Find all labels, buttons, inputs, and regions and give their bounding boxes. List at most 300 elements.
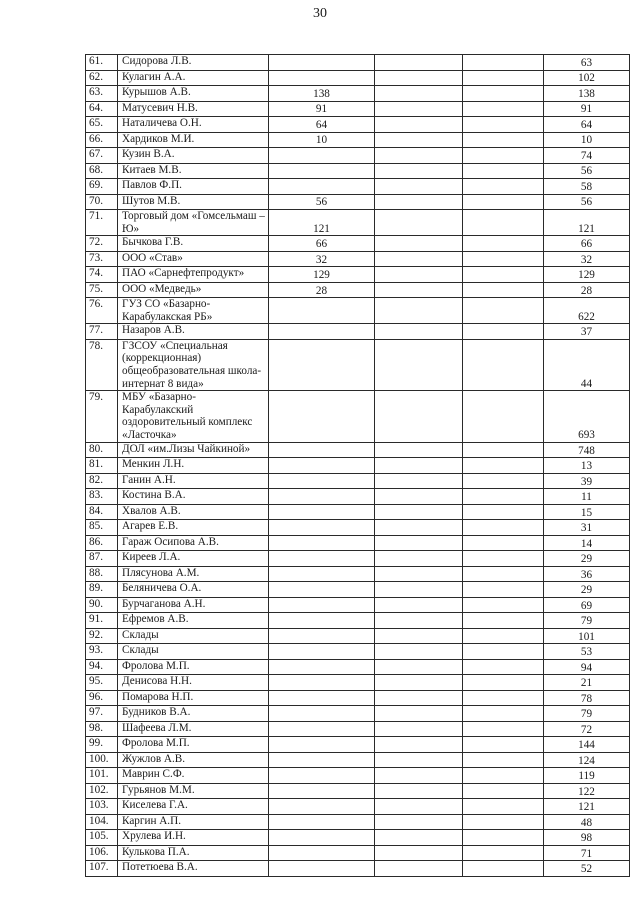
table-row (86, 783, 630, 799)
organization-name-cell: Будников В.А. (118, 706, 269, 722)
row-number-cell: 94. (86, 659, 118, 675)
row-number-cell: 96. (86, 690, 118, 706)
organization-name-cell: Маврин С.Ф. (118, 768, 269, 784)
total-cell: 53 (544, 644, 630, 660)
total-cell: 121 (544, 799, 630, 815)
value-cell: 64 (269, 117, 375, 133)
organization-name-cell: Беляничева О.А. (118, 582, 269, 598)
empty-cell (375, 659, 463, 675)
value-cell (269, 391, 375, 442)
organization-name-cell: Ефремов А.В. (118, 613, 269, 629)
empty-cell (375, 236, 463, 252)
value-cell (269, 473, 375, 489)
table-row (86, 339, 630, 390)
row-number-cell: 87. (86, 551, 118, 567)
table-row (86, 768, 630, 784)
total-cell: 58 (544, 179, 630, 195)
row-number-cell: 70. (86, 194, 118, 210)
organization-name-cell: Гараж Осипова А.В. (118, 535, 269, 551)
empty-cell (463, 324, 544, 340)
row-number-cell: 89. (86, 582, 118, 598)
organization-name-cell: Помарова Н.П. (118, 690, 269, 706)
value-cell (269, 597, 375, 613)
total-cell: 32 (544, 251, 630, 267)
value-cell (269, 535, 375, 551)
organization-name-cell: Назаров А.В. (118, 324, 269, 340)
empty-cell (463, 132, 544, 148)
total-cell: 14 (544, 535, 630, 551)
organization-name-cell: Фролова М.П. (118, 737, 269, 753)
empty-cell (375, 163, 463, 179)
total-cell: 124 (544, 752, 630, 768)
empty-cell (375, 690, 463, 706)
total-cell: 29 (544, 551, 630, 567)
organization-name-cell: Наталичева О.Н. (118, 117, 269, 133)
organization-name-cell: Каргин А.П. (118, 814, 269, 830)
empty-cell (463, 339, 544, 390)
organization-name-cell: Агарев Е.В. (118, 520, 269, 536)
value-cell: 10 (269, 132, 375, 148)
empty-cell (463, 613, 544, 629)
organization-name-cell: Матусевич Н.В. (118, 101, 269, 117)
empty-cell (375, 339, 463, 390)
value-cell (269, 520, 375, 536)
row-number-cell: 97. (86, 706, 118, 722)
organization-name-cell: ГУЗ СО «Базарно-Карабулакская РБ» (118, 298, 269, 324)
table-row (86, 117, 630, 133)
value-cell (269, 752, 375, 768)
organization-name-cell: Курышов А.В. (118, 86, 269, 102)
value-cell (269, 830, 375, 846)
total-cell: 693 (544, 391, 630, 442)
table-row (86, 504, 630, 520)
table-row (86, 132, 630, 148)
empty-cell (375, 324, 463, 340)
value-cell (269, 768, 375, 784)
table-row (86, 814, 630, 830)
row-number-cell: 63. (86, 86, 118, 102)
value-cell (269, 148, 375, 164)
row-number-cell: 99. (86, 737, 118, 753)
empty-cell (375, 721, 463, 737)
empty-cell (375, 799, 463, 815)
total-cell: 78 (544, 690, 630, 706)
empty-cell (463, 504, 544, 520)
organization-name-cell: Шафеева Л.М. (118, 721, 269, 737)
organization-name-cell: Фролова М.П. (118, 659, 269, 675)
value-cell (269, 659, 375, 675)
empty-cell (375, 70, 463, 86)
total-cell: 11 (544, 489, 630, 505)
total-cell: 129 (544, 267, 630, 283)
empty-cell (463, 737, 544, 753)
empty-cell (375, 520, 463, 536)
organization-name-cell: Костина В.А. (118, 489, 269, 505)
empty-cell (463, 473, 544, 489)
total-cell: 37 (544, 324, 630, 340)
total-cell: 56 (544, 194, 630, 210)
total-cell: 122 (544, 783, 630, 799)
total-cell: 44 (544, 339, 630, 390)
table-row (86, 628, 630, 644)
total-cell: 21 (544, 675, 630, 691)
row-number-cell: 71. (86, 210, 118, 236)
total-cell: 13 (544, 458, 630, 474)
organization-name-cell: МБУ «Базарно-Карабулакский оздоровительный комплекс «Ласточка» (118, 391, 269, 442)
empty-cell (463, 535, 544, 551)
total-cell: 622 (544, 298, 630, 324)
organization-name-cell: Шутов М.В. (118, 194, 269, 210)
empty-cell (375, 597, 463, 613)
total-cell: 69 (544, 597, 630, 613)
total-cell: 79 (544, 706, 630, 722)
value-cell (269, 721, 375, 737)
empty-cell (463, 706, 544, 722)
empty-cell (375, 489, 463, 505)
row-number-cell: 79. (86, 391, 118, 442)
value-cell: 28 (269, 282, 375, 298)
table-row (86, 179, 630, 195)
row-number-cell: 90. (86, 597, 118, 613)
row-number-cell: 102. (86, 783, 118, 799)
table-row (86, 752, 630, 768)
table-row (86, 845, 630, 861)
empty-cell (375, 535, 463, 551)
value-cell (269, 339, 375, 390)
table-row (86, 473, 630, 489)
organization-name-cell: Жужлов А.В. (118, 752, 269, 768)
organization-name-cell: ООО «Став» (118, 251, 269, 267)
empty-cell (463, 566, 544, 582)
empty-cell (463, 194, 544, 210)
organization-name-cell: Бурчаганова А.Н. (118, 597, 269, 613)
value-cell (269, 737, 375, 753)
row-number-cell: 67. (86, 148, 118, 164)
total-cell: 48 (544, 814, 630, 830)
data-table-container (85, 54, 629, 877)
organization-name-cell: ГЗСОУ «Специальная (коррекционная) общеобразовательная школа-интернат 8 вида» (118, 339, 269, 390)
table-row (86, 489, 630, 505)
empty-cell (375, 566, 463, 582)
row-number-cell: 73. (86, 251, 118, 267)
row-number-cell: 77. (86, 324, 118, 340)
row-number-cell: 80. (86, 442, 118, 458)
organization-name-cell: Ганин А.Н. (118, 473, 269, 489)
total-cell: 119 (544, 768, 630, 784)
empty-cell (463, 70, 544, 86)
empty-cell (463, 675, 544, 691)
organization-name-cell: Склады (118, 628, 269, 644)
row-number-cell: 65. (86, 117, 118, 133)
table-row (86, 55, 630, 71)
organization-name-cell: Гурьянов М.М. (118, 783, 269, 799)
table-row (86, 458, 630, 474)
table-row (86, 391, 630, 442)
row-number-cell: 72. (86, 236, 118, 252)
empty-cell (375, 504, 463, 520)
empty-cell (463, 282, 544, 298)
value-cell (269, 504, 375, 520)
empty-cell (375, 737, 463, 753)
row-number-cell: 101. (86, 768, 118, 784)
row-number-cell: 92. (86, 628, 118, 644)
organization-name-cell: Павлов Ф.П. (118, 179, 269, 195)
empty-cell (375, 282, 463, 298)
value-cell (269, 566, 375, 582)
organization-name-cell: Киреев Л.А. (118, 551, 269, 567)
table-row (86, 86, 630, 102)
empty-cell (375, 86, 463, 102)
empty-cell (463, 391, 544, 442)
row-number-cell: 103. (86, 799, 118, 815)
data-table (85, 54, 630, 877)
row-number-cell: 78. (86, 339, 118, 390)
total-cell: 79 (544, 613, 630, 629)
empty-cell (463, 520, 544, 536)
empty-cell (463, 251, 544, 267)
total-cell: 39 (544, 473, 630, 489)
empty-cell (375, 814, 463, 830)
empty-cell (375, 132, 463, 148)
empty-cell (463, 861, 544, 877)
table-row (86, 324, 630, 340)
table-row (86, 597, 630, 613)
table-row (86, 582, 630, 598)
empty-cell (463, 814, 544, 830)
table-row (86, 282, 630, 298)
empty-cell (375, 117, 463, 133)
total-cell: 31 (544, 520, 630, 536)
organization-name-cell: Денисова Н.Н. (118, 675, 269, 691)
total-cell: 101 (544, 628, 630, 644)
table-row (86, 298, 630, 324)
organization-name-cell: Потетюева В.А. (118, 861, 269, 877)
empty-cell (375, 391, 463, 442)
organization-name-cell: Склады (118, 644, 269, 660)
row-number-cell: 85. (86, 520, 118, 536)
organization-name-cell: Бычкова Г.В. (118, 236, 269, 252)
value-cell (269, 675, 375, 691)
organization-name-cell: Хрулева И.Н. (118, 830, 269, 846)
organization-name-cell: Хвалов А.В. (118, 504, 269, 520)
table-row (86, 442, 630, 458)
organization-name-cell: ПАО «Сарнефтепродукт» (118, 267, 269, 283)
row-number-cell: 105. (86, 830, 118, 846)
empty-cell (463, 752, 544, 768)
empty-cell (375, 458, 463, 474)
organization-name-cell: Хардиков М.И. (118, 132, 269, 148)
value-cell (269, 706, 375, 722)
empty-cell (463, 86, 544, 102)
empty-cell (375, 442, 463, 458)
total-cell: 52 (544, 861, 630, 877)
value-cell (269, 814, 375, 830)
empty-cell (375, 148, 463, 164)
organization-name-cell: Кузин В.А. (118, 148, 269, 164)
empty-cell (463, 768, 544, 784)
row-number-cell: 88. (86, 566, 118, 582)
value-cell: 91 (269, 101, 375, 117)
value-cell (269, 55, 375, 71)
row-number-cell: 66. (86, 132, 118, 148)
table-row (86, 148, 630, 164)
value-cell (269, 690, 375, 706)
empty-cell (375, 675, 463, 691)
table-row (86, 267, 630, 283)
organization-name-cell: Менкин Л.Н. (118, 458, 269, 474)
empty-cell (463, 163, 544, 179)
row-number-cell: 91. (86, 613, 118, 629)
empty-cell (375, 551, 463, 567)
empty-cell (463, 210, 544, 236)
total-cell: 56 (544, 163, 630, 179)
row-number-cell: 81. (86, 458, 118, 474)
empty-cell (463, 179, 544, 195)
row-number-cell: 68. (86, 163, 118, 179)
empty-cell (463, 55, 544, 71)
row-number-cell: 106. (86, 845, 118, 861)
empty-cell (375, 194, 463, 210)
empty-cell (463, 551, 544, 567)
row-number-cell: 74. (86, 267, 118, 283)
row-number-cell: 83. (86, 489, 118, 505)
value-cell (269, 458, 375, 474)
empty-cell (463, 690, 544, 706)
table-row (86, 737, 630, 753)
value-cell (269, 442, 375, 458)
organization-name-cell: Торговый дом «Гомсельмаш – Ю» (118, 210, 269, 236)
table-row (86, 613, 630, 629)
empty-cell (463, 442, 544, 458)
value-cell: 32 (269, 251, 375, 267)
row-number-cell: 100. (86, 752, 118, 768)
row-number-cell: 61. (86, 55, 118, 71)
table-row (86, 163, 630, 179)
value-cell (269, 179, 375, 195)
empty-cell (463, 597, 544, 613)
total-cell: 71 (544, 845, 630, 861)
total-cell: 72 (544, 721, 630, 737)
empty-cell (375, 644, 463, 660)
empty-cell (375, 628, 463, 644)
value-cell (269, 551, 375, 567)
value-cell (269, 324, 375, 340)
table-row (86, 101, 630, 117)
value-cell (269, 582, 375, 598)
empty-cell (463, 845, 544, 861)
organization-name-cell: ООО «Медведь» (118, 282, 269, 298)
value-cell: 129 (269, 267, 375, 283)
organization-name-cell: Кулькова П.А. (118, 845, 269, 861)
table-row (86, 70, 630, 86)
empty-cell (463, 783, 544, 799)
total-cell: 748 (544, 442, 630, 458)
row-number-cell: 104. (86, 814, 118, 830)
empty-cell (463, 117, 544, 133)
value-cell (269, 70, 375, 86)
empty-cell (375, 298, 463, 324)
table-row (86, 659, 630, 675)
empty-cell (463, 267, 544, 283)
table-row (86, 236, 630, 252)
total-cell: 102 (544, 70, 630, 86)
empty-cell (375, 830, 463, 846)
total-cell: 144 (544, 737, 630, 753)
row-number-cell: 64. (86, 101, 118, 117)
empty-cell (375, 706, 463, 722)
empty-cell (463, 628, 544, 644)
total-cell: 74 (544, 148, 630, 164)
table-row (86, 675, 630, 691)
value-cell (269, 861, 375, 877)
empty-cell (375, 768, 463, 784)
total-cell: 29 (544, 582, 630, 598)
table-row (86, 566, 630, 582)
organization-name-cell: Китаев М.В. (118, 163, 269, 179)
table-row (86, 721, 630, 737)
empty-cell (375, 783, 463, 799)
total-cell: 91 (544, 101, 630, 117)
row-number-cell: 82. (86, 473, 118, 489)
empty-cell (463, 236, 544, 252)
table-row (86, 861, 630, 877)
total-cell: 36 (544, 566, 630, 582)
total-cell: 94 (544, 659, 630, 675)
empty-cell (375, 861, 463, 877)
empty-cell (463, 582, 544, 598)
value-cell (269, 783, 375, 799)
total-cell: 28 (544, 282, 630, 298)
organization-name-cell: Плясунова А.М. (118, 566, 269, 582)
table-row (86, 551, 630, 567)
row-number-cell: 95. (86, 675, 118, 691)
empty-cell (463, 489, 544, 505)
total-cell: 121 (544, 210, 630, 236)
page-number: 30 (313, 6, 327, 21)
table-row (86, 520, 630, 536)
organization-name-cell: Сидорова Л.В. (118, 55, 269, 71)
empty-cell (463, 799, 544, 815)
empty-cell (375, 251, 463, 267)
empty-cell (375, 179, 463, 195)
value-cell (269, 628, 375, 644)
value-cell (269, 845, 375, 861)
value-cell (269, 644, 375, 660)
value-cell (269, 613, 375, 629)
value-cell (269, 799, 375, 815)
empty-cell (375, 473, 463, 489)
empty-cell (463, 298, 544, 324)
empty-cell (463, 659, 544, 675)
total-cell: 98 (544, 830, 630, 846)
total-cell: 66 (544, 236, 630, 252)
empty-cell (375, 582, 463, 598)
total-cell: 15 (544, 504, 630, 520)
value-cell (269, 163, 375, 179)
value-cell: 66 (269, 236, 375, 252)
empty-cell (375, 613, 463, 629)
value-cell: 121 (269, 210, 375, 236)
row-number-cell: 62. (86, 70, 118, 86)
total-cell: 10 (544, 132, 630, 148)
row-number-cell: 107. (86, 861, 118, 877)
empty-cell (463, 721, 544, 737)
row-number-cell: 75. (86, 282, 118, 298)
table-row (86, 690, 630, 706)
organization-name-cell: Кулагин А.А. (118, 70, 269, 86)
empty-cell (375, 267, 463, 283)
row-number-cell: 86. (86, 535, 118, 551)
